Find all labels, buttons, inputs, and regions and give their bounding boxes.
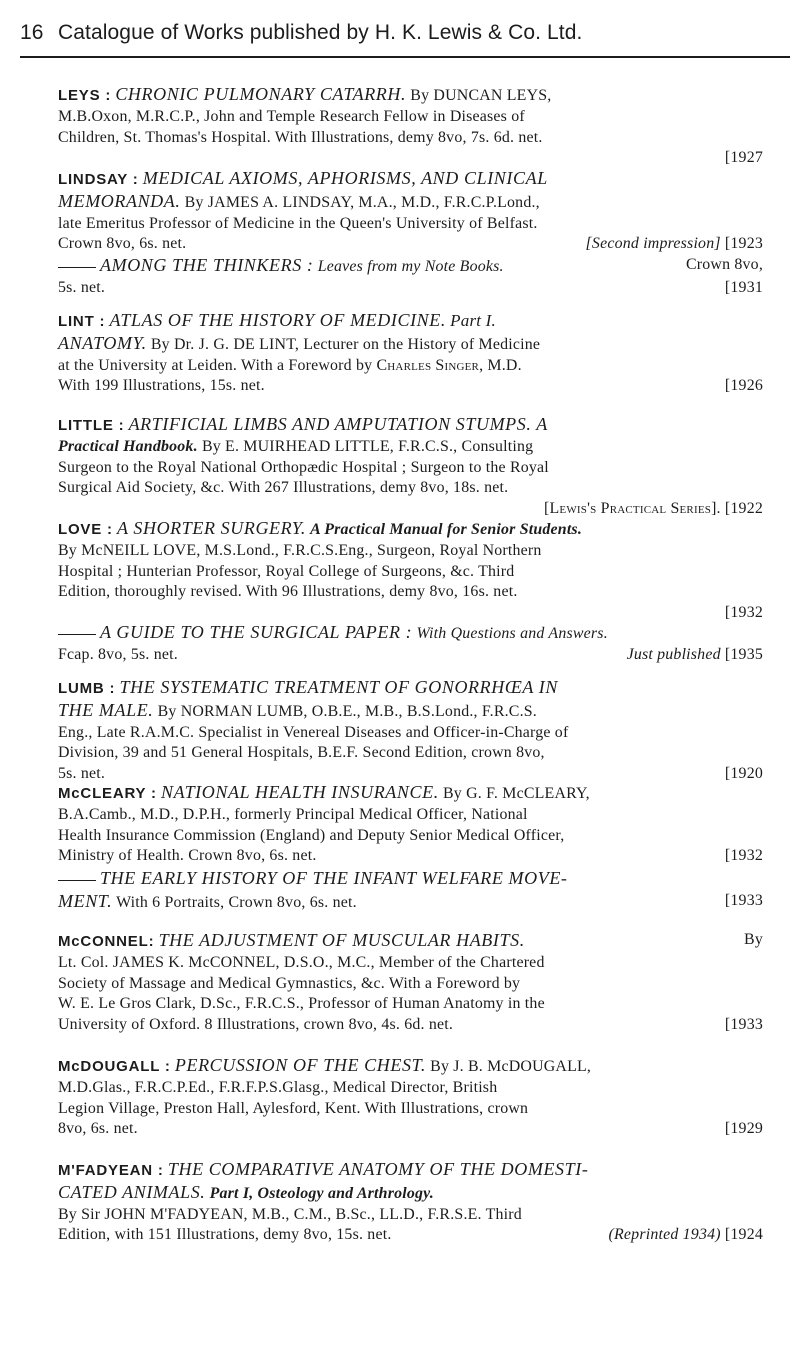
entry-text: By E. MUIRHEAD LITTLE, F.R.C.S., Consulting <box>201 437 534 455</box>
entry-note: [Second impression] <box>585 235 721 253</box>
entry-text: Eng., Late R.A.M.C. Specialist in Venereal Diseases and Officer-in-Charge of <box>58 723 569 741</box>
catalogue-entry-mccleary <box>58 782 763 867</box>
entry-author: LEYS : <box>58 87 112 104</box>
entry-title: CHRONIC PULMONARY CATARRH. <box>115 84 407 104</box>
entry-text: Charles Singer, M.D. <box>376 356 522 374</box>
entry-text: Edition, thoroughly revised. With 96 Illustrations, demy 8vo, 16s. net. <box>58 583 518 601</box>
catalogue-entry-lindsay <box>58 168 763 255</box>
ditto-dash <box>58 634 96 635</box>
entry-year: [1926 <box>724 377 763 395</box>
entry-subtitle: A Practical Manual for Senior Students. <box>310 521 582 538</box>
entry-title: THE MALE. <box>58 699 154 720</box>
entry-author: LOVE : <box>58 521 113 538</box>
page-header <box>20 10 790 58</box>
entry-title: MEMORANDA. <box>58 190 181 211</box>
catalogue-entry-love <box>58 518 763 624</box>
ditto-dash <box>58 267 96 268</box>
entry-text: W. E. Le Gros Clark, D.Sc., F.R.C.S., Professor of Human Anatomy in the <box>58 995 545 1013</box>
entry-title: MEDICAL AXIOMS, APHORISMS, AND CLINICAL <box>142 168 548 188</box>
entry-title: MENT. <box>58 890 113 911</box>
entry-text: 8vo, 6s. net. <box>58 1120 138 1138</box>
ditto-dash <box>58 880 96 881</box>
entry-year: [1922 <box>724 500 763 518</box>
entry-title: ANATOMY. <box>58 332 147 353</box>
entry-text: at the University at Leiden. With a Foreword by <box>58 356 373 374</box>
entry-text: Health Insurance Commission (England) and Deputy Senior Medical Officer, <box>58 826 565 844</box>
entry-text: University of Oxford. 8 Illustrations, crown 8vo, 4s. 6d. net. <box>58 1016 454 1034</box>
entry-title: THE COMPARATIVE ANATOMY OF THE DOMESTI- <box>167 1159 589 1179</box>
running-title: Catalogue of Works published by H. K. Lewis & Co. Ltd. <box>58 21 583 44</box>
entry-year: [1931 <box>724 278 763 296</box>
entry-year: [1929 <box>724 1120 763 1138</box>
entry-title: PERCUSSION OF THE CHEST. <box>174 1055 426 1075</box>
entry-year: [1920 <box>724 765 763 783</box>
entry-text: By JAMES A. LINDSAY, M.A., M.D., F.R.C.P.Lond., <box>184 193 540 211</box>
entry-title: CATED ANIMALS. <box>58 1181 206 1202</box>
entry-title: ATLAS OF THE HISTORY OF MEDICINE. <box>109 310 446 330</box>
catalogue-entry-little <box>58 414 763 520</box>
entry-title: THE ADJUSTMENT OF MUSCULAR HABITS. <box>158 930 525 950</box>
entry-title: A SHORTER SURGERY. <box>117 518 306 538</box>
entry-text: Division, 39 and 51 General Hospitals, B.E.F. Second Edition, crown 8vo, <box>58 744 545 762</box>
entry-text: By <box>744 931 763 948</box>
entry-author: LITTLE : <box>58 417 125 434</box>
entry-author: LUMB : <box>58 680 116 697</box>
entry-note: (Reprinted 1934) <box>608 1226 721 1244</box>
entry-note: Just published <box>626 645 721 663</box>
catalogue-entry-lumb <box>58 677 763 785</box>
entry-author: LINDSAY : <box>58 171 139 188</box>
entry-year: [1932 <box>724 604 763 622</box>
catalogue-entry-mcdougall <box>58 1055 763 1140</box>
entry-text: By DUNCAN LEYS, <box>410 87 552 104</box>
entry-text: By NORMAN LUMB, O.B.E., M.B., B.S.Lond., F.R.C.S. <box>157 702 537 720</box>
entry-author: McCLEARY : <box>58 785 157 802</box>
entry-text: Legion Village, Preston Hall, Aylesford, Kent. With Illustrations, crown <box>58 1099 529 1117</box>
entry-text: Crown 8vo, 6s. net. <box>58 235 187 253</box>
entry-author: McCONNEL: <box>58 933 155 950</box>
entry-text: Ministry of Health. Crown 8vo, 6s. net. <box>58 847 317 865</box>
entry-year: [1935 <box>724 645 763 663</box>
entry-year: [1933 <box>724 891 763 909</box>
entry-title: A GUIDE TO THE SURGICAL PAPER : <box>100 622 413 642</box>
entry-author: LINT : <box>58 313 106 330</box>
entry-subtitle: Practical Handbook. <box>58 437 198 455</box>
entry-text: By McNEILL LOVE, M.S.Lond., F.R.C.S.Eng., Surgeon, Royal Northern <box>58 541 542 559</box>
entry-year: [1932 <box>724 847 763 865</box>
entry-title: THE SYSTEMATIC TREATMENT OF GONORRHŒA IN <box>119 677 559 697</box>
entry-text: Society of Massage and Medical Gymnastics, &c. With a Foreword by <box>58 974 521 992</box>
entry-text: B.A.Camb., M.D., D.P.H., formerly Principal Medical Officer, National <box>58 805 528 823</box>
entry-year: [1933 <box>724 1016 763 1034</box>
entry-title: ARTIFICIAL LIMBS AND AMPUTATION STUMPS. A <box>128 414 548 434</box>
entry-subtitle: Leaves from my Note Books. <box>317 258 504 275</box>
entry-title: AMONG THE THINKERS : <box>100 255 314 275</box>
catalogue-entry-infant-welfare <box>58 868 763 914</box>
entry-author: McDOUGALL : <box>58 1058 171 1075</box>
catalogue-entry-lint <box>58 310 763 397</box>
catalogue-entry-mfadyean <box>58 1159 763 1246</box>
entry-text: late Emeritus Professor of Medicine in the Queen's University of Belfast. <box>58 214 538 232</box>
entry-text: With 199 Illustrations, 15s. net. <box>58 377 265 395</box>
entry-text: M.D.Glas., F.R.C.P.Ed., F.R.F.P.S.Glasg., Medical Director, British <box>58 1078 498 1096</box>
catalogue-entry-leys <box>58 84 763 169</box>
entry-text: Edition, with 151 Illustrations, demy 8vo, 15s. net. <box>58 1226 392 1244</box>
entry-text: 5s. net. <box>58 278 106 296</box>
catalogue-entry-guide-surgical-paper <box>58 622 763 666</box>
entry-title: NATIONAL HEALTH INSURANCE. <box>161 782 439 802</box>
entry-text: By Sir JOHN M'FADYEAN, M.B., C.M., B.Sc., LL.D., F.R.S.E. Third <box>58 1205 522 1223</box>
catalogue-entry-mcconnel <box>58 930 763 1036</box>
entry-author: M'FADYEAN : <box>58 1162 164 1179</box>
entry-text: By Dr. J. G. DE LINT, Lecturer on the History of Medicine <box>150 335 541 353</box>
entry-year: [1923 <box>724 235 763 253</box>
entry-subtitle: Part I, Osteology and Arthrology. <box>209 1184 434 1202</box>
entry-text: Hospital ; Hunterian Professor, Royal College of Surgeons, &c. Third <box>58 562 515 580</box>
catalogue-entry-among-the-thinkers <box>58 255 763 299</box>
entry-text: By G. F. McCLEARY, <box>443 785 590 802</box>
entry-text: Surgical Aid Society, &c. With 267 Illustrations, demy 8vo, 18s. net. <box>58 479 509 497</box>
entry-text: Lt. Col. JAMES K. McCONNEL, D.S.O., M.C., Member of the Chartered <box>58 953 545 971</box>
entry-text: Crown 8vo, <box>685 256 763 273</box>
entry-text: 5s. net. <box>58 765 106 783</box>
entry-year: [1924 <box>724 1226 763 1244</box>
entry-series: [Lewis's Practical Series]. <box>544 500 721 518</box>
entry-subtitle: With Questions and Answers. <box>416 625 608 642</box>
entry-text: Surgeon to the Royal National Orthopædic Hospital ; Surgeon to the Royal <box>58 458 549 476</box>
entry-text: Fcap. 8vo, 5s. net. <box>58 645 178 663</box>
entry-part: Part I. <box>450 311 496 330</box>
entry-text: By J. B. McDOUGALL, <box>430 1058 592 1075</box>
entry-year: [1927 <box>724 149 763 167</box>
entry-text: Children, St. Thomas's Hospital. With Illustrations, demy 8vo, 7s. 6d. net. <box>58 128 543 146</box>
page-number: 16 <box>20 21 44 44</box>
entry-text: M.B.Oxon, M.R.C.P., John and Temple Research Fellow in Diseases of <box>58 107 525 125</box>
entry-title: THE EARLY HISTORY OF THE INFANT WELFARE MOVE- <box>100 868 568 888</box>
entry-text: With 6 Portraits, Crown 8vo, 6s. net. <box>116 893 357 911</box>
